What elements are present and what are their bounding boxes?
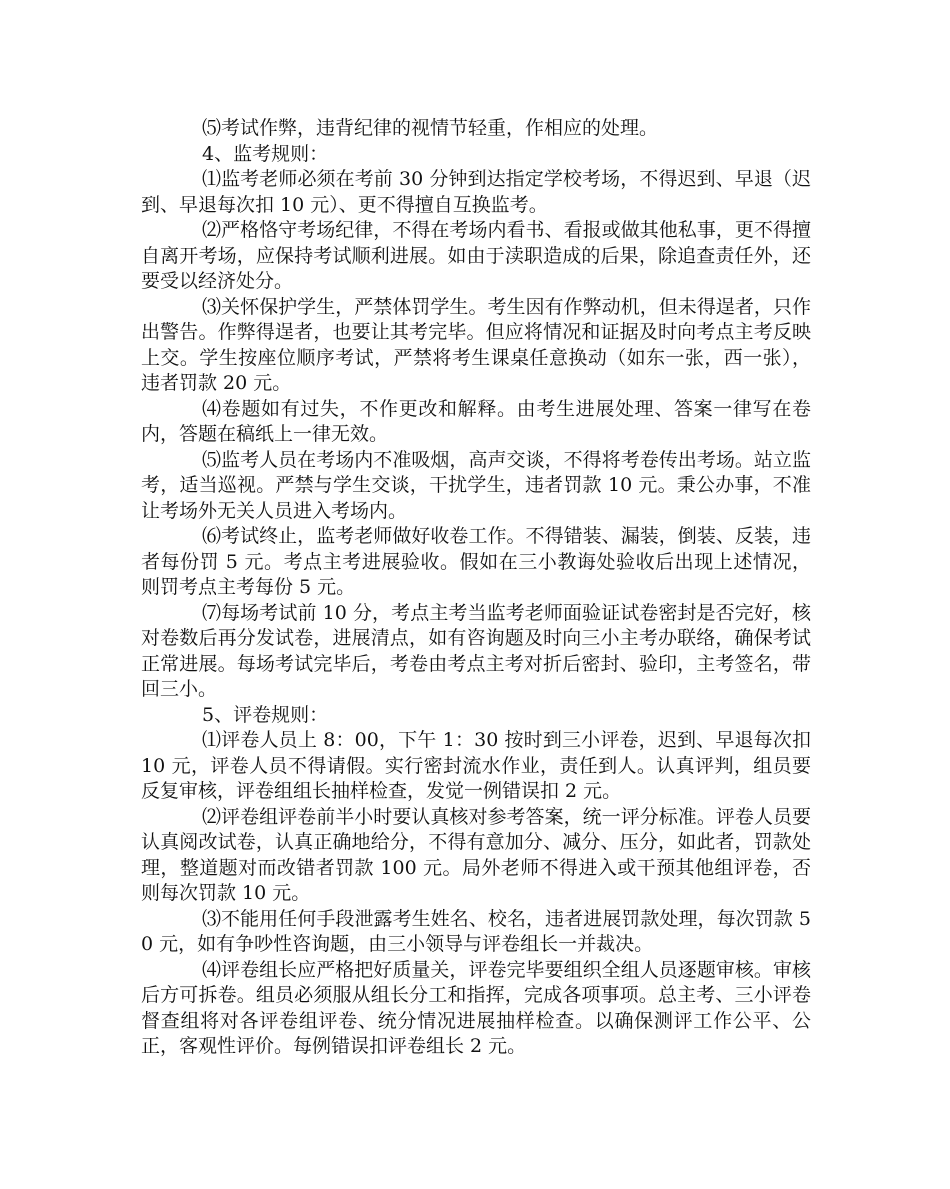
heading-grading-rules: 5、评卷规则：: [202, 703, 329, 726]
paragraph-invigilation-rule-7: ⑺每场考试前 10 分，考点主考当监考老师面验证试卷密封是否完好，核对卷数后再分发试卷，进展清点，如有咨询题及时向三小主考办联络，确保考试正常进展。每场考试完毕后，考卷由考点主考对折后密封、验印，主考签名，带回三小。: [141, 601, 811, 700]
paragraph-invigilation-rule-1: ⑴监考老师必须在考前 30 分钟到达指定学校考场，不得迟到、早退（迟到、早退每次扣 10 元）、更不得擅自互换监考。: [141, 168, 811, 216]
paragraph-grading-rule-1: ⑴评卷人员上 8：00，下午 1：30 按时到三小评卷，迟到、早退每次扣 10 元，评卷人员不得请假。实行密封流水作业，责任到人。认真评判，组员要反复审核，评卷组组长抽样检查，发觉一例错误扣 2 元。: [141, 729, 818, 802]
heading-invigilation-rules: 4、监考规则：: [202, 142, 329, 165]
paragraph-grading-rule-3: ⑶不能用任何手段泄露考生姓名、校名，违者进展罚款处理，每次罚款 50 元，如有争吵性咨询题，由三小领导与评卷组长一并裁决。: [141, 907, 811, 955]
paragraph-invigilation-rule-2: ⑵严格恪守考场纪律，不得在考场内看书、看报或做其他私事，更不得擅自离开考场，应保持考试顺利进展。如由于渎职造成的后果，除追查责任外，还要受以经济处分。: [141, 219, 811, 292]
paragraph-cheating-handling: ⑸考试作弊，违背纪律的视情节轻重，作相应的处理。: [202, 117, 659, 139]
paragraph-grading-rule-4: ⑷评卷组长应严格把好质量关，评卷完毕要组织全组人员逐题审核。审核后方可拆卷。组员必须服从组长分工和指挥，完成各项事项。总主考、三小评卷督查组将对各评卷组评卷、统分情况进展抽样检查。以确保测评工作公平、公正，客观性评价。每例错误扣评卷组长 2 元。: [141, 958, 811, 1057]
document-body: [141, 116, 818, 1060]
paragraph-invigilation-rule-5: ⑸监考人员在考场内不准吸烟，高声交谈，不得将考卷传出考场。站立监考，适当巡视。严禁与学生交谈，干扰学生，违者罚款 10 元。秉公办事，不准让考场外无关人员进入考场内。: [141, 448, 811, 522]
paragraph-grading-rule-2: ⑵评卷组评卷前半小时要认真核对参考答案，统一评分标准。评卷人员要认真阅改试卷，认真正确地给分，不得有意加分、减分、压分，如此者，罚款处理，整道题对而改错者罚款 100 元。局外老师不得进入或干预其他组评卷，否则每次罚款 10 元。: [141, 805, 811, 904]
paragraph-invigilation-rule-4: ⑷卷题如有过失，不作更改和解释。由考生进展处理、答案一律写在卷内，答题在稿纸上一律无效。: [141, 397, 811, 445]
paragraph-invigilation-rule-6: ⑹考试终止，监考老师做好收卷工作。不得错装、漏装，倒装、反装，违者每份罚 5 元。考点主考进展验收。假如在三小教诲处验收后出现上述情况，则罚考点主考每份 5 元。: [141, 525, 811, 598]
paragraph-invigilation-rule-3: ⑶关怀保护学生，严禁体罚学生。考生因有作弊动机，但未得逞者，只作出警告。作弊得逞者，也要让其考完毕。但应将情况和证据及时向考点主考反映上交。学生按座位顺序考试，严禁将考生课桌任意换动（如东一张，西一张），违者罚款 20 元。: [141, 295, 811, 394]
